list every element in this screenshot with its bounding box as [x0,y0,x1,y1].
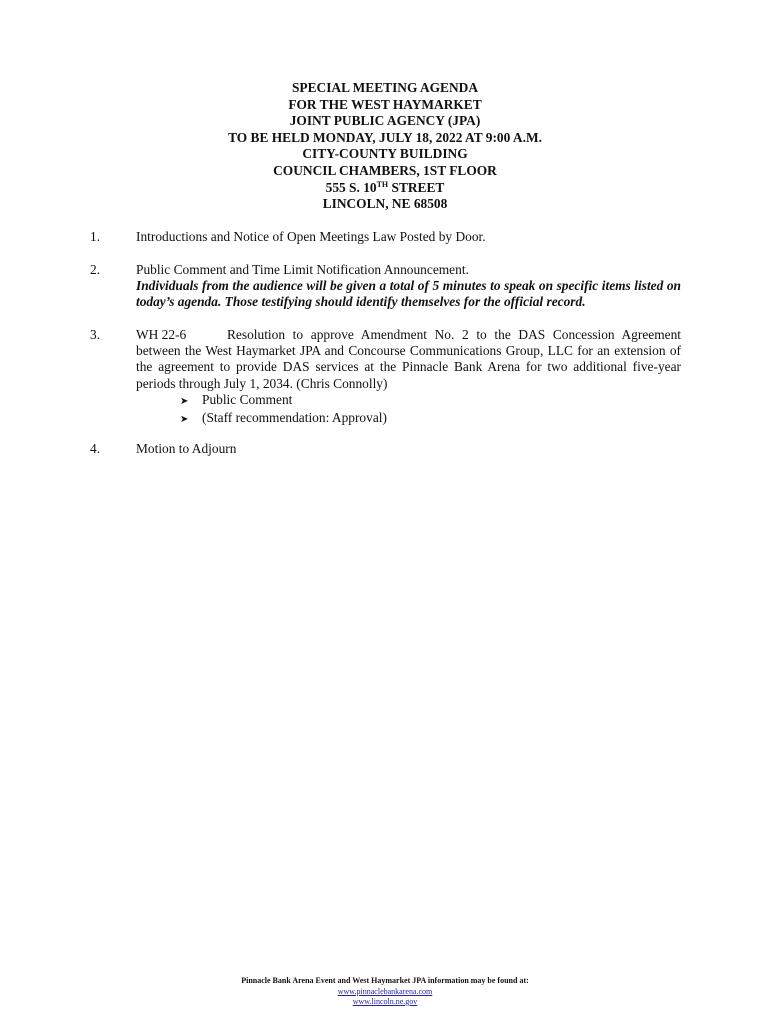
item-body [136,327,681,428]
item-resolution-start: Resolution to approve Amendment No. 2 to the DAS Concession Agreement [227,327,681,342]
agenda-header [0,80,770,213]
item-first-line [136,327,681,343]
arrowhead-bullet-icon: ➤ [180,414,189,426]
item-number: 1. [90,229,101,244]
item-note: Individuals from the audience will be given a total of 5 minutes to speak on specific items listed on today’s agenda. Those testifying should identify themselves for the official record. [136,278,681,310]
item-number: 4. [90,441,101,456]
header-room: COUNCIL CHAMBERS, 1ST FLOOR [273,162,497,178]
footer-text: Pinnacle Bank Arena Event and West Haymarket JPA information may be found at: [241,976,529,985]
bullet-text: (Staff recommendation: Approval) [202,410,387,426]
item-resolution-rest: between the West Haymarket JPA and Concourse Communications Group, LLC for an extension of the agreement to provide DAS services at the Pinnacle Bank Arena for two additional five-year periods through July 1, 2034. (Chris Connolly) [136,343,681,391]
arrowhead-bullet-icon: ➤ [180,395,189,407]
page-footer [0,976,770,1008]
item-text: Motion to Adjourn [136,441,237,456]
header-date-time: TO BE HELD MONDAY, JULY 18, 2022 AT 9:00 A.M. [228,129,542,145]
header-street [0,180,770,197]
bullet-item [180,392,681,410]
item-code: WH 22-6 [136,327,187,342]
header-city: LINCOLN, NE 68508 [322,196,448,212]
header-street-name: STREET [388,179,445,195]
header-agency: JOINT PUBLIC AGENCY (JPA) [289,113,481,129]
item-text: Public Comment and Time Limit Notification Announcement. [136,262,469,277]
header-street-suffix: TH [376,179,389,189]
bullet-text: Public Comment [202,391,293,407]
item-number: 2. [90,262,101,277]
bullet-item [180,410,681,428]
item-text: Introductions and Notice of Open Meetings Law Posted by Door. [136,229,486,244]
item-number: 3. [90,327,101,342]
header-building: CITY-COUNTY BUILDING [302,146,468,162]
item-body [136,262,681,311]
footer-link-city[interactable]: www.lincoln.ne.gov [352,997,418,1006]
header-street-number: 555 S. 10 [325,179,377,195]
header-title: SPECIAL MEETING AGENDA [291,80,479,95]
item-bullet-list [180,392,681,428]
header-organization: FOR THE WEST HAYMARKET [288,96,482,112]
footer-link-arena[interactable]: www.pinnaclebankarena.com [337,986,433,996]
